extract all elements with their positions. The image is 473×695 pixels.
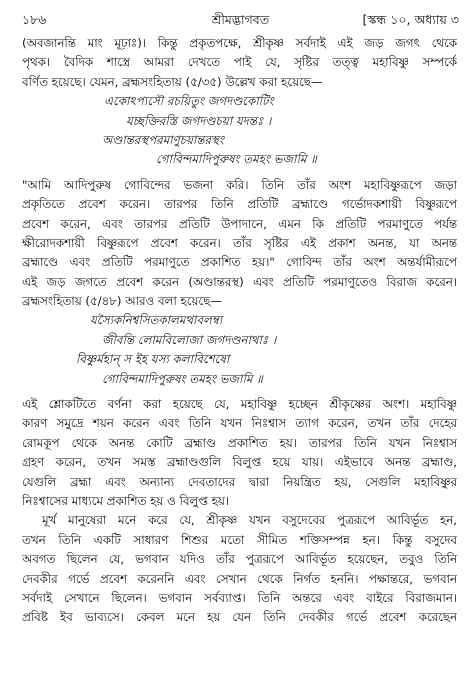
text-line: তখন তিনি একটি সাধারণ শিশুর মতো সীমিত শক্তিসম্পন্ন হন। কিন্তু বসুদেব [22, 532, 457, 547]
text-line: রোমকূপ থেকে অনন্ত কোটি ব্রহ্মাণ্ড প্রকাশিত হয়। তারপর তিনি যখন নিঃশ্বাস [22, 435, 457, 450]
text-line: এই শ্লোকটিতে বর্ণনা করা হয়েছে যে, মহাবিষ্ণু হচ্ছেন শ্রীকৃষ্ণের অংশ। মহাবিষ্ণু [22, 397, 457, 412]
text-line: কারণ সমুদ্রে শয়ন করেন এবং তিনি যখন নিঃশ্বাস ত্যাগ করেন, তখন তাঁর দেহের [22, 416, 457, 431]
verse-line: গোবিন্দমাদিপুরুষং তমহং ভজামি ॥ [102, 371, 263, 386]
text-line: নিঃশ্বাসের মাধ্যমে প্রকাশিত হয় ও বিলুপ্ত হয়। [22, 493, 229, 508]
verse-line: গোবিন্দমাদিপুরুষং তমহং ভজামি ॥ [156, 152, 317, 167]
section-reference: [স্কন্ধ ১০, অধ্যায় ৩ [362, 12, 459, 27]
text-line: ব্রহ্মসংহিতায় (৫/৪৮) আরও বলা হয়েছে— [22, 294, 223, 309]
text-line: সর্বদাই সেখানে ছিলেন। ভগবান সর্বব্যাপ্ত। তিনি অন্তরে এবং বাইরে বিরাজমান। [22, 590, 457, 605]
book-title: শ্রীমদ্ভাগবত [211, 12, 270, 27]
verse-line: অণ্ডান্তরস্থপরমাণুচয়ান্তরস্থং [102, 132, 224, 147]
text-line: বর্ণিত হয়েছে। যেমন, ব্রহ্মসংহিতায় (৫/৩৫) উল্লেখ করা হয়েছে— [22, 74, 323, 89]
text-line: এই জড় জগতে প্রবেশ করেন (অণ্ডান্তরস্থ) এবং প্রতিটি পরমাণুতেও বিরাজ করেন। [22, 274, 457, 289]
verse-line: একোঽপ্যসৌ রচয়িতুং জগদণ্ডকোটিং [104, 94, 274, 109]
verse-line: জীবন্তি লোমবিলোজা জগদণ্ডনাথাঃ । [102, 332, 277, 347]
text-line: অবগত ছিলেন যে, ভগবান যদিও তাঁর পুত্ররূপে আবির্ভূত হয়েছেন, তবুও তিনি [22, 552, 457, 567]
translation-line: "আমি আদিপুরুষ গোবিন্দের ভজনা করি। তিনি তাঁর অংশ মহাবিষ্ণুরূপে জড়া [22, 177, 457, 192]
verse-line: যচ্ছক্তিরস্তি জগদণ্ডচয়া যদন্তঃ । [126, 113, 272, 128]
page-body [22, 34, 457, 628]
verse-line: যস্যৈকনিশ্বসিতকালমথাবলম্ব্য [90, 313, 223, 328]
translation-line: ব্রহ্মাণ্ডে এবং প্রতিটি পরমাণুতে প্রকাশিত হয়।" গোবিন্দ তাঁর অংশ অন্তর্যামীরূপে [22, 255, 457, 270]
page-number: ১৮৬ [22, 12, 47, 27]
translation-line: ক্ষীরোদকশায়ী বিষ্ণুরূপে প্রবেশ করেন। তাঁর সৃষ্টির এই প্রকাশ অনন্ত, যা অনন্ত [22, 235, 457, 250]
text-line: গ্রহণ করেন, তখন সমস্ত ব্রহ্মাণ্ডগুলি বিলুপ্ত হয়ে যায়। এইভাবে অনন্ত ব্রহ্মাণ্ড, [22, 455, 457, 470]
text-line: প্রবিষ্ট ইব ভাব্যসে। কেবল মনে হয় যেন তিনি দেবকীর গর্ভে প্রবেশ করেছেন [22, 610, 457, 625]
text-line: দেবকীর গর্ভে প্রবেশ করেননি এবং সেখান থেকে নির্গত হননি। পক্ষান্তরে, ভগবান [22, 571, 457, 586]
text-line: (অবজানন্তি মাং মূঢ়াঃ)। কিন্তু প্রকৃতপক্ষে, শ্রীকৃষ্ণ সর্বদাই এই জড় জগৎ থেকে [22, 36, 457, 50]
text-line: মূর্খ মানুষেরা মনে করে যে, শ্রীকৃষ্ণ যখন বসুদেবের পুত্ররূপে আবির্ভূত হন, [42, 513, 457, 528]
translation-line: প্রকৃতিতে প্রবেশ করেন। তারপর তিনি প্রতিটি ব্রহ্মাণ্ডে গর্ভোদকশায়ী বিষ্ণুরূপে [22, 197, 457, 212]
verse-line: বিষ্ণুর্মহান্ স ইহ যস্য কলাবিশেষো [76, 352, 230, 367]
page-header [22, 12, 459, 34]
text-line: যেগুলি ব্রহ্মা এবং অন্যান্য দেবতাদের দ্বারা নিয়ন্ত্রিত হয়, সেগুলি মহাবিষ্ণুর [22, 474, 457, 489]
translation-line: প্রবেশ করেন, এবং তারপর প্রতিটি উপাদানে, এমন কি প্রতিটি পরমাণুতে পর্যন্ত [22, 216, 457, 231]
text-line: পৃথক। বৈদিক শাস্ত্রে আমরা দেখতে পাই যে, সৃষ্টির তত্ত্ব মহাবিষ্ণু সম্পর্কে [22, 55, 457, 70]
